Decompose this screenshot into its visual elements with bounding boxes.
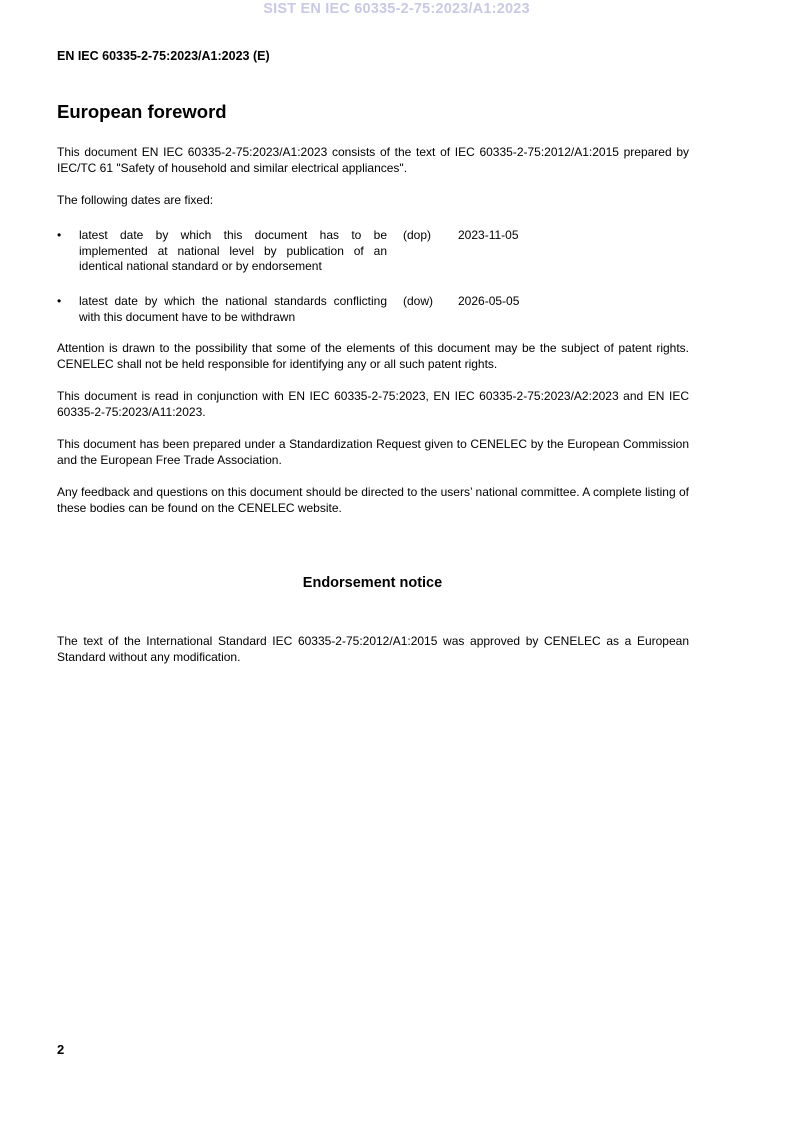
date-row-dow <box>57 294 578 325</box>
endorsement-text: The text of the International Standard IEC 60335-2-75:2012/A1:2015 was approved by CENELEC as a European Standard without any modification. <box>57 634 689 664</box>
dates-intro: The following dates are fixed: <box>57 193 214 207</box>
dates-table <box>57 294 578 325</box>
dates-table <box>57 228 578 275</box>
document-reference: EN IEC 60335-2-75:2023/A1:2023 (E) <box>57 49 270 63</box>
patent-notice: Attention is drawn to the possibility that some of the elements of this document may be the subject of patent rights. CENELEC shall not be held responsible for identifying any or all such patent rights. <box>57 341 689 371</box>
foreword-intro: This document EN IEC 60335-2-75:2023/A1:2023 consists of the text of IEC 60335-2-75:2012/A1:2015 prepared by IEC/TC 61 "Safety of household and similar electrical appliances". <box>57 145 689 175</box>
date-description: latest date by which this document has to be implemented at national level by publication of an identical national standard or by endorsement <box>79 228 387 273</box>
endorsement-title: Endorsement notice <box>302 575 443 591</box>
bullet: • <box>57 228 62 242</box>
standardization-request: This document has been prepared under a Standardization Request given to CENELEC by the European Commission and the European Free Trade Association. <box>57 437 689 467</box>
watermark: SIST EN IEC 60335-2-75:2023/A1:2023 <box>263 1 530 17</box>
date-abbreviation: (dop) <box>403 228 432 242</box>
date-row-dop <box>57 228 578 275</box>
feedback-note: Any feedback and questions on this document should be directed to the users’ national committee. A complete listing of these bodies can be found on the CENELEC website. <box>57 485 689 515</box>
date-value: 2023-11-05 <box>458 228 519 242</box>
bullet: • <box>57 294 62 308</box>
date-value: 2026-05-05 <box>458 294 520 308</box>
foreword-title: European foreword <box>57 101 227 122</box>
date-abbreviation: (dow) <box>403 294 434 308</box>
page-number: 2 <box>57 1042 65 1057</box>
conjunction-note: This document is read in conjunction with EN IEC 60335-2-75:2023, EN IEC 60335-2-75:2023/A2:2023 and EN IEC 60335-2-75:2023/A11:2023. <box>57 389 689 419</box>
date-description: latest date by which the national standards conflicting with this document have to be withdrawn <box>79 294 387 324</box>
